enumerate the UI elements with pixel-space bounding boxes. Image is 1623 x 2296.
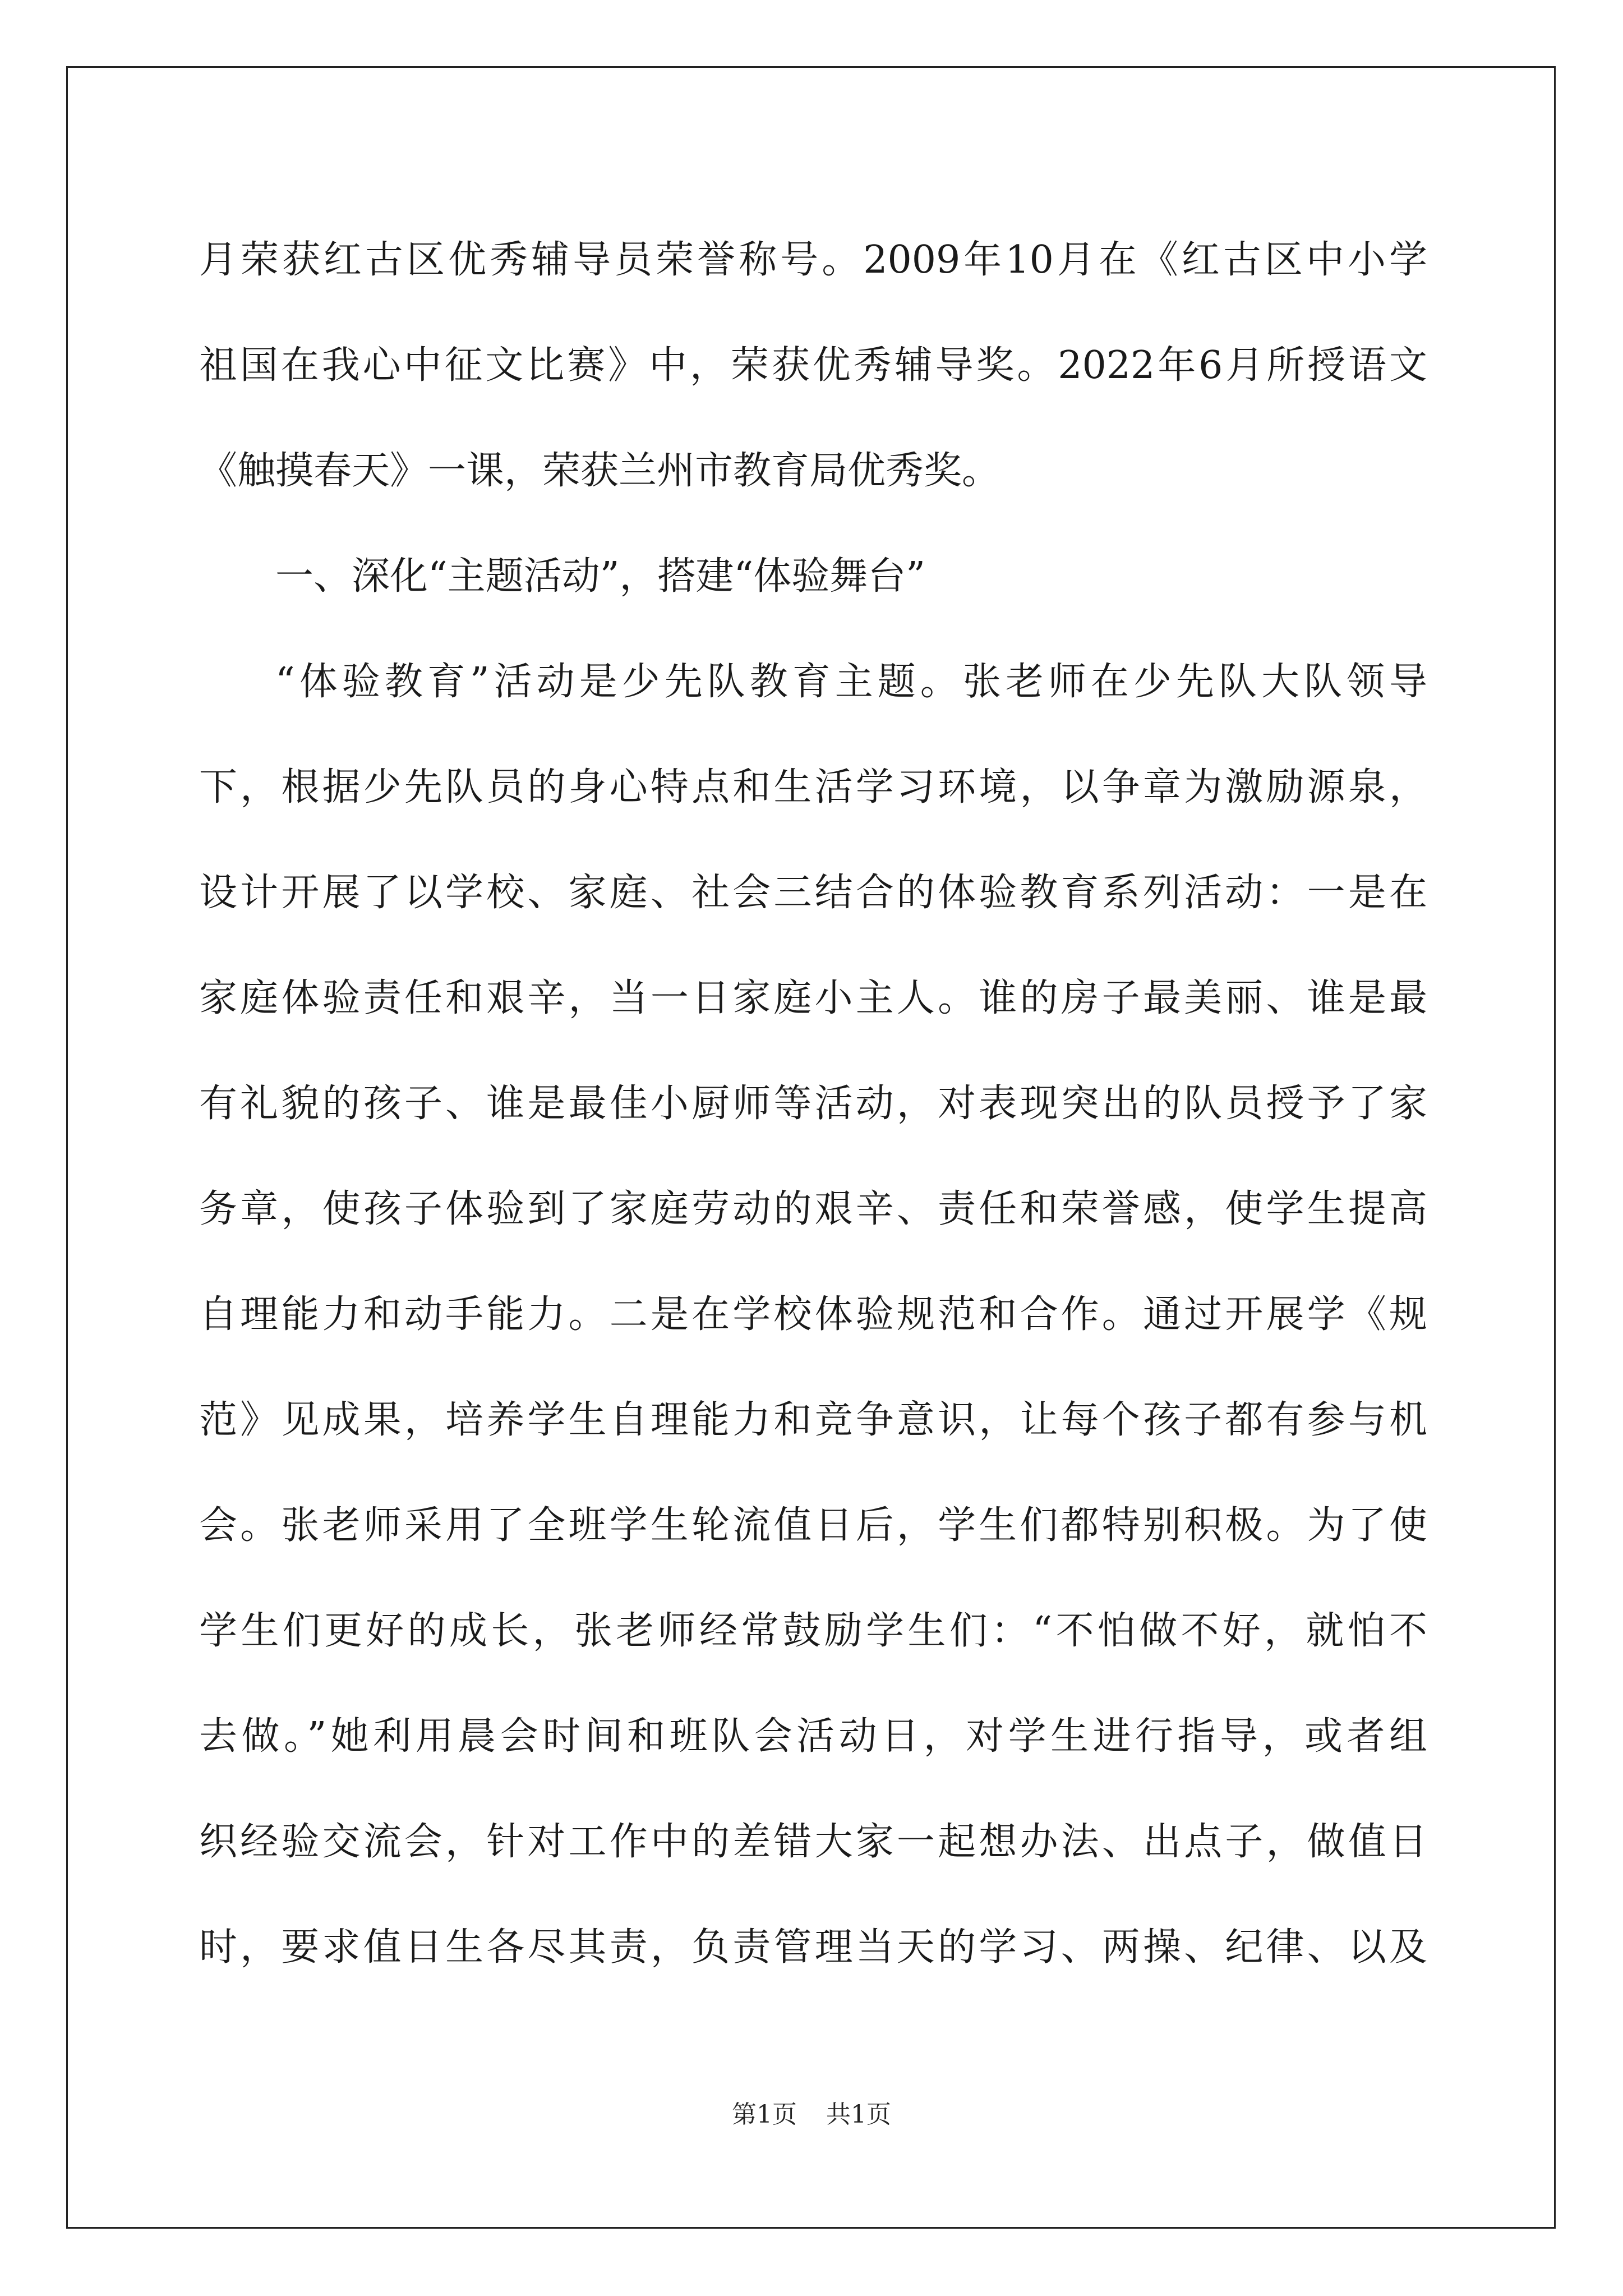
text-line-14: 学生们更好的成长，张老师经常鼓励学生们：“不怕做不好，就怕不 <box>199 1609 1427 1653</box>
text-line-3: 《触摸春天》一课，荣获兰州市教育局优秀奖。 <box>199 449 1000 493</box>
text-line-13: 会。张老师采用了全班学生轮流值日后，学生们都特别积极。为了使 <box>199 1503 1427 1548</box>
text-line-15: 去做。”她利用晨会时间和班队会活动日，对学生进行指导，或者组 <box>199 1714 1427 1759</box>
text-line-6: 下，根据少先队员的身心特点和生活学习环境，以争章为激励源泉， <box>199 765 1427 809</box>
text-line-12: 范》见成果，培养学生自理能力和竞争意识，让每个孩子都有参与机 <box>199 1398 1427 1442</box>
section-heading: 一、深化“主题活动”，搭建“体验舞台” <box>275 554 926 599</box>
text-line-8: 家庭体验责任和艰辛，当一日家庭小主人。谁的房子最美丽、谁是最 <box>199 976 1427 1020</box>
text-line-16: 织经验交流会，针对工作中的差错大家一起想办法、出点子，做值日 <box>199 1820 1427 1864</box>
page-footer <box>0 2098 1623 2132</box>
text-line-2: 祖国在我心中征文比赛》中，荣获优秀辅导奖。2022年6月所授语文 <box>199 343 1427 388</box>
text-line-1: 月荣获红古区优秀辅导员荣誉称号。2009年10月在《红古区中小学 <box>199 238 1427 282</box>
text-line-10: 务章，使孩子体验到了家庭劳动的艰辛、责任和荣誉感，使学生提高 <box>199 1187 1427 1231</box>
text-line-11: 自理能力和动手能力。二是在学校体验规范和合作。通过开展学《规 <box>199 1292 1427 1337</box>
page-total: 共1页 <box>826 2100 891 2129</box>
text-line-9: 有礼貌的孩子、谁是最佳小厨师等活动，对表现突出的队员授予了家 <box>199 1082 1427 1126</box>
page-number: 第1页 <box>732 2100 797 2129</box>
text-line-5: “体验教育”活动是少先队教育主题。张老师在少先队大队领导 <box>275 660 1427 704</box>
text-line-7: 设计开展了以学校、家庭、社会三结合的体验教育系列活动：一是在 <box>199 871 1427 915</box>
text-line-17: 时，要求值日生各尽其责，负责管理当天的学习、两操、纪律、以及 <box>199 1925 1427 1970</box>
document-body <box>199 208 1427 2000</box>
